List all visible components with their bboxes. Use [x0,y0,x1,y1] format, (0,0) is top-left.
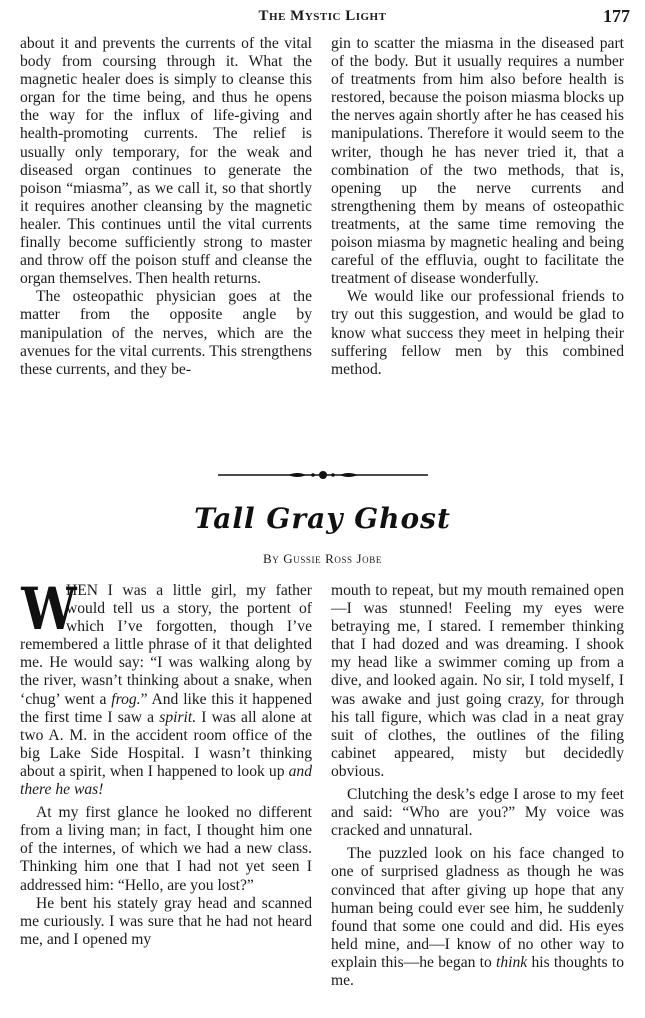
paragraph: about it and prevents the currents of the vital body from coursing through it. What the magnetic healer does is simply to cleanse this organ for the time being, and thus he opens the way for the influx of life-giving and health-promoting currents. The relief is usually only temporary, for the weak and diseased organ continues to generate the poison “miasma”, as we call it, so that shortly it requires another cleansing by the magnetic healer. This continues until the vital currents finally become sufficiently strong to master and throw off the poison stuff and cleanse the organ themselves. Then health returns. [20,35,312,288]
running-head [0,4,645,28]
decorative-rule-icon [218,468,428,482]
text-run: HEN I was a little girl, my father would tell us a story, the portent of which I’ve forgotten, though I’ve remembered a little phrase of it that delighted me. He would say: “I was walking along by the river, wasn’t thinking about a snake, when ‘chug’ went a [20,582,312,708]
italic-text: think [496,953,528,971]
ornament-center-dot [319,471,327,479]
ornament-small-dot [331,473,335,477]
ornament-small-dot [311,473,315,477]
ornament-right-lozenge [340,473,358,477]
italic-text: frog. [111,690,141,708]
byline: By Gussie Ross Jobe [263,551,382,566]
paragraph: The osteopathic physician goes at the matter from the opposite angle by manipulation of the nerves, which are the avenues for the vital currents. This strengthens these currents, and they be- [20,288,312,378]
paragraph [331,845,624,990]
page-number: 177 [603,6,630,26]
previous-article-left-column [20,35,312,379]
article-right-column [331,582,624,990]
paragraph [20,575,313,799]
text-run: his thoughts to me. [331,953,624,989]
italic-text: spirit. [159,708,197,726]
paragraph: We would like our professional friends to try out this suggestion, and would be glad to know what success they meet in helping their suffering fellow men by this combined method. [331,288,624,378]
text-run: ” And like this it happened the first time I saw a [20,690,313,726]
text-run: I was all alone at two A. M. in the accident room office of the big Lake Side Hospital. I wasn’t thinking about a spirit, when I happened to look up [20,708,312,780]
paragraph: gin to scatter the miasma in the diseased part of the body. But it usually requires a number of treatments from him also before health is restored, because the poison miasma blocks up the nerves again shortly after he has ceased his manipulations. Therefore it would seem to the writer, though he has never tried it, that a combination of the two methods, that is, opening up the nerve currents and strengthening them by means of osteopathic treatments, at the same time removing the poison miasma by magnetic healing and being careful of the effluvia, ought to facilitate the treatment of disease wonderfully. [331,35,624,288]
article-title: Tall Gray Ghost [194,502,451,535]
article-left-column [20,575,313,949]
paragraph: At my first glance he looked no different from a living man; in fact, I thought him one of the internes, of which we had a new class. Thinking him one that I had not yet seen I addressed him: “Hello, are you lost?” [20,804,312,894]
paragraph: Clutching the desk’s edge I arose to my feet and said: “Who are you?” My voice was cracked and unnatural. [331,786,624,840]
text-run: The puzzled look on his face changed to one of surprised gladness as though he was convinced that after giving up hope that any human being could ever see him, he suddenly found that some one could and did. His eyes held mine, and—I know of no other way to explain this—he began to [331,845,624,971]
paragraph: He bent his stately gray head and scanned me curiously. I was sure that he had not heard me, and I opened my [20,894,312,948]
drop-cap: W [21,575,77,643]
italic-text: and there he was! [20,762,312,799]
ornament-left-lozenge [288,473,306,477]
paragraph: mouth to repeat, but my mouth remained open—I was stunned! Feeling my eyes were betraying me, I stared. I remember thinking that I had dozed and was dreaming. I shook my head like a swimmer coming up from a dive, and looked again. No sir, I told myself, I was awake and just going crazy, for through his tall figure, which was clad in a neat gray suit of clothes, the outlines of the filing cabinet appeared, misty but decidedly obvious. [331,582,624,780]
previous-article-right-column [331,35,624,379]
journal-title: The Mystic Light [258,8,387,24]
